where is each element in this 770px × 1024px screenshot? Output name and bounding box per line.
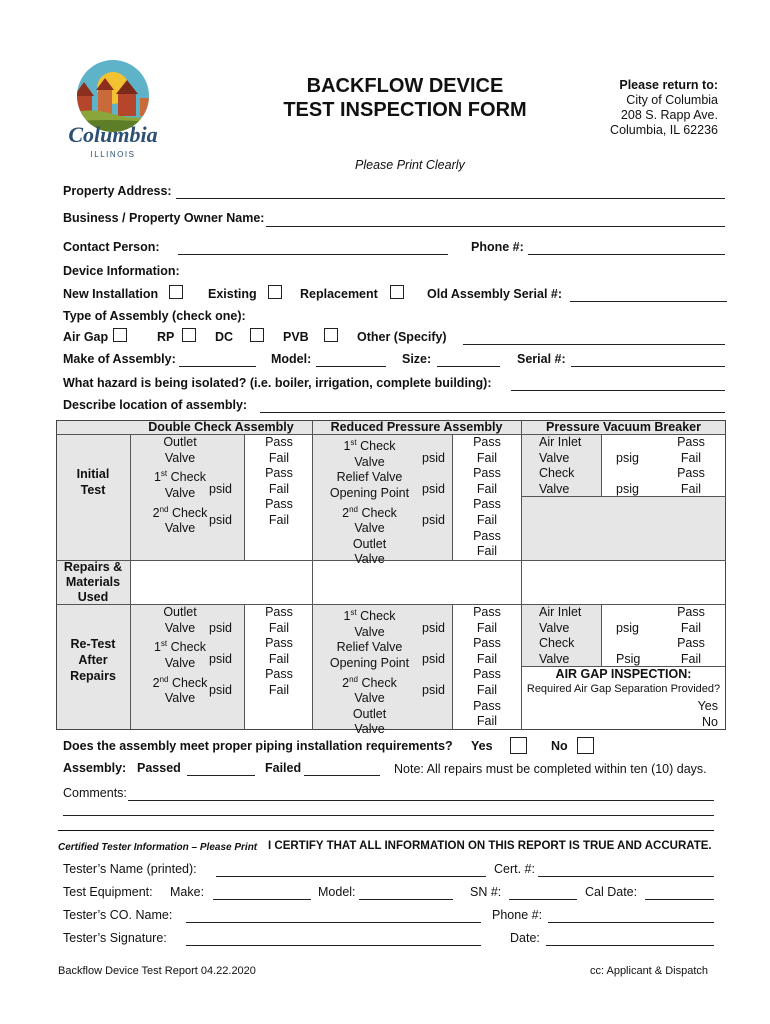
tester-name-label: Tester’s Name (printed): (63, 862, 197, 876)
form-title (270, 74, 540, 122)
property-address-label: Property Address: (63, 184, 172, 198)
tester-info-label: Certified Tester Information – Please Print (58, 842, 258, 853)
other-field[interactable] (463, 344, 725, 345)
model-label: Model: (271, 352, 312, 366)
passed-label: Passed (137, 761, 181, 775)
certify-statement: I CERTIFY THAT ALL INFORMATION ON THIS REPORT IS TRUE AND ACCURATE. (268, 840, 712, 852)
contact-person-field[interactable] (178, 254, 448, 255)
comments-field-1[interactable] (128, 800, 714, 801)
dc-initial-passfail: Pass Fail Pass Fail Pass Fail (265, 435, 293, 527)
rp-initial-passfail: Pass Fail Pass Fail Pass Fail Pass Fail (473, 435, 501, 559)
signature-field[interactable] (186, 945, 481, 946)
property-address-field[interactable] (176, 198, 725, 199)
serial-field[interactable] (571, 366, 725, 367)
pvb-initial-psig: psig psig (616, 451, 639, 497)
cal-date-label: Cal Date: (585, 885, 638, 899)
type-assembly-label: Type of Assembly (check one): (63, 309, 246, 323)
air-gap-yes-no (656, 699, 718, 730)
pvb-retest-labels: Air Inlet Valve Check Valve (539, 605, 582, 666)
footer-right: cc: Applicant & Dispatch (589, 965, 708, 977)
cert-label: Cert. #: (494, 862, 535, 876)
rp-checkbox[interactable] (182, 328, 196, 342)
return-line3: Columbia, IL 62236 (610, 123, 718, 137)
equipment-model-field[interactable] (359, 899, 453, 900)
new-installation-label: New Installation (63, 287, 159, 301)
dc-label: DC (215, 330, 234, 344)
piping-yes-checkbox[interactable] (510, 737, 527, 754)
owner-name-label: Business / Property Owner Name: (63, 211, 265, 225)
dc-retest-psid: psid psid psid (209, 621, 232, 698)
pvb-retest-passfail: Pass Fail Pass Fail (677, 605, 705, 666)
cert-field[interactable] (538, 876, 714, 877)
date-field[interactable] (546, 945, 714, 946)
existing-checkbox[interactable] (268, 285, 282, 299)
pvb-retest-psig: psig Psig (616, 621, 641, 667)
date-label: Date: (510, 931, 540, 945)
tester-phone-label: Phone #: (492, 908, 543, 922)
piping-no-checkbox[interactable] (577, 737, 594, 754)
equipment-model-label: Model: (318, 885, 356, 899)
size-field[interactable] (437, 366, 500, 367)
rp-retest-labels: 1st Check Valve Relief Valve Opening Point 2nd Check Valve Outlet Valve (329, 608, 410, 737)
test-results-table (56, 420, 726, 737)
device-info-label: Device Information: (63, 264, 180, 278)
title-line2: TEST INSPECTION FORM (283, 99, 527, 121)
air-gap-checkbox[interactable] (113, 328, 127, 342)
sn-label: SN #: (470, 885, 502, 899)
rp-label: RP (157, 330, 175, 344)
make-field[interactable] (179, 366, 256, 367)
return-line2: 208 S. Rapp Ave. (620, 108, 718, 122)
location-label: Describe location of assembly: (63, 398, 248, 412)
replacement-label: Replacement (300, 287, 378, 301)
existing-label: Existing (208, 287, 257, 301)
pvb-label: PVB (283, 330, 309, 344)
phone-label: Phone #: (471, 240, 524, 254)
old-serial-label: Old Assembly Serial #: (427, 287, 563, 301)
piping-question: Does the assembly meet proper piping installation requirements? (63, 739, 453, 753)
location-field[interactable] (260, 412, 725, 413)
return-address (560, 78, 718, 138)
piping-yes-label: Yes (471, 739, 493, 753)
hazard-label: What hazard is being isolated? (i.e. boiler, irrigation, complete building): (63, 376, 492, 390)
logo-name: Columbia (68, 122, 158, 147)
cal-date-field[interactable] (645, 899, 714, 900)
piping-no-label: No (551, 739, 568, 753)
pvb-checkbox[interactable] (324, 328, 338, 342)
print-clearly-note: Please Print Clearly (355, 158, 465, 172)
failed-label: Failed (265, 761, 302, 775)
new-installation-checkbox[interactable] (169, 285, 183, 299)
rp-initial-psid: psid psid psid (422, 451, 445, 528)
title-line1: BACKFLOW DEVICE (306, 75, 504, 97)
contact-person-label: Contact Person: (63, 240, 160, 254)
return-line1: City of Columbia (626, 93, 718, 107)
rp-header: Reduced Pressure Assembly (330, 420, 503, 434)
air-gap-title: AIR GAP INSPECTION: (555, 667, 692, 681)
make-label: Make of Assembly: (63, 352, 176, 366)
dc-retest-passfail: Pass Fail Pass Fail Pass Fail (265, 605, 293, 697)
dc-initial-labels: Outlet Valve 1st Check Valve 2nd Check Valve (152, 435, 208, 536)
rp-retest-psid: psid psid psid (422, 621, 445, 698)
equipment-label: Test Equipment: (63, 885, 153, 899)
retest-label: Re-Test After Repairs (70, 637, 116, 683)
old-serial-field[interactable] (570, 301, 727, 302)
sn-field[interactable] (509, 899, 577, 900)
phone-field[interactable] (528, 254, 725, 255)
comments-label: Comments: (63, 786, 127, 800)
serial-label: Serial #: (517, 352, 566, 366)
tester-name-field[interactable] (216, 876, 486, 877)
columbia-logo-graphic (58, 58, 168, 160)
failed-field[interactable] (304, 775, 380, 776)
equipment-make-field[interactable] (213, 899, 311, 900)
pvb-header: Pressure Vacuum Breaker (546, 420, 701, 434)
initial-test-label: Initial Test (76, 467, 110, 497)
rp-initial-labels: 1st Check Valve Relief Valve Opening Point 2nd Check Valve Outlet Valve (329, 438, 410, 567)
dc-initial-psid: psid psid (209, 482, 232, 528)
passed-field[interactable] (187, 775, 255, 776)
co-name-label: Tester’s CO. Name: (63, 908, 173, 922)
signature-label: Tester’s Signature: (63, 931, 167, 945)
pvb-initial-labels: Air Inlet Valve Check Valve (539, 435, 582, 496)
hazard-field[interactable] (511, 390, 725, 391)
air-gap-question: Required Air Gap Separation Provided? (526, 683, 721, 695)
logo-sub: ILLINOIS (90, 150, 136, 159)
air-gap-label: Air Gap (63, 330, 109, 344)
pvb-initial-passfail: Pass Fail Pass Fail (677, 435, 705, 496)
tester-phone-field[interactable] (548, 922, 714, 923)
dc-retest-labels: Outlet Valve 1st Check Valve 2nd Check Valve (152, 605, 208, 706)
air-gap-yes[interactable]: Yes (697, 699, 718, 713)
comments-field-2[interactable] (63, 815, 714, 816)
co-name-field[interactable] (186, 922, 481, 923)
footer-left: Backflow Device Test Report 04.22.2020 (58, 965, 256, 977)
rp-retest-passfail: Pass Fail Pass Fail Pass Fail Pass Fail (473, 605, 501, 729)
air-gap-no[interactable]: No (702, 714, 718, 729)
assembly-label: Assembly: (63, 761, 127, 775)
repairs-note: Note: All repairs must be completed within ten (10) days. (394, 762, 707, 776)
replacement-checkbox[interactable] (390, 285, 404, 299)
equipment-make-label: Make: (170, 885, 205, 899)
section-divider (58, 830, 714, 831)
city-logo (58, 58, 168, 160)
repairs-label: Repairs & Materials Used (63, 560, 123, 604)
dc-checkbox[interactable] (250, 328, 264, 342)
return-heading: Please return to: (619, 78, 718, 92)
owner-name-field[interactable] (266, 226, 725, 227)
size-label: Size: (402, 352, 432, 366)
model-field[interactable] (316, 366, 386, 367)
other-label: Other (Specify) (357, 330, 447, 344)
dc-header: Double Check Assembly (148, 420, 294, 434)
